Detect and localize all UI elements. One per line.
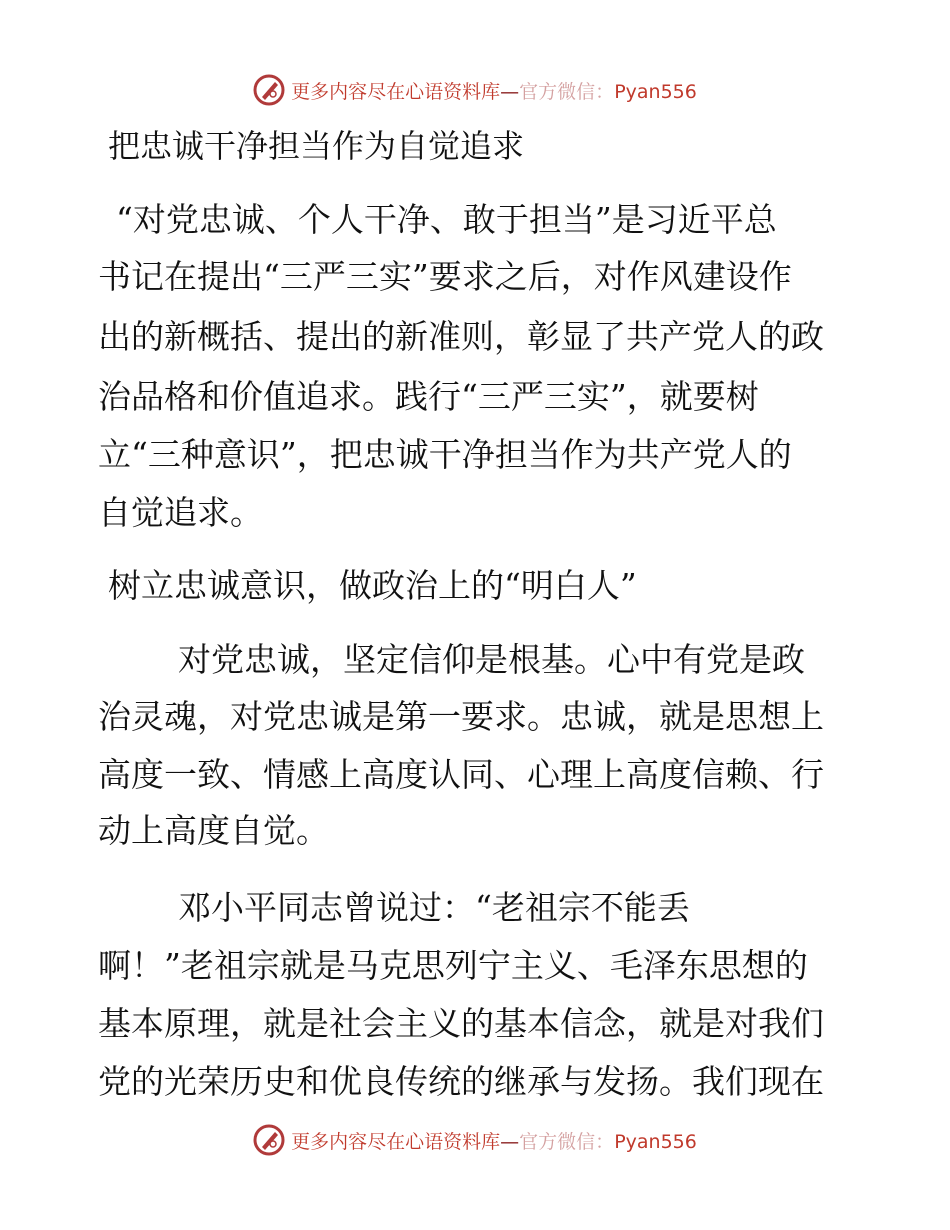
- banner-wechat-id: Pyan556: [614, 1130, 697, 1153]
- header-banner: [0, 70, 950, 110]
- paragraph-3-line-3: 基本原理，就是社会主义的基本信念，就是对我们: [98, 1004, 824, 1043]
- paragraph-3-line-4: 党的光荣历史和优良传统的继承与发扬。我们现在: [98, 1062, 824, 1101]
- banner-brand: 更多内容尽在心语资料库: [291, 80, 501, 103]
- banner-separator: —: [500, 80, 520, 103]
- paragraph-2-line-1: 对党忠诚，坚定信仰是根基。心中有党是政: [178, 640, 805, 679]
- banner-separator: —: [500, 1130, 520, 1153]
- paragraph-3-line-1: 邓小平同志曾说过：“老祖宗不能丢: [178, 888, 690, 927]
- footer-banner: [0, 1120, 950, 1160]
- banner-text: [291, 1127, 697, 1154]
- paragraph-1-line-4: 治品格和价值追求。践行“三严三实”，就要树: [98, 377, 759, 416]
- paragraph-1-line-2: 书记在提出“三严三实”要求之后，对作风建设作: [98, 257, 792, 296]
- paragraph-1-line-5: 立“三种意识”，把忠诚干净担当作为共产党人的: [98, 435, 792, 474]
- paragraph-2-line-3: 高度一致、情感上高度认同、心理上高度信赖、行: [98, 755, 824, 794]
- paragraph-1-line-3: 出的新概括、提出的新准则，彰显了共产党人的政: [98, 317, 824, 356]
- paragraph-2-line-2: 治灵魂，对党忠诚是第一要求。忠诚，就是思想上: [98, 697, 824, 736]
- banner-label: 官方微信：: [519, 1130, 615, 1153]
- paragraph-2-line-4: 动上高度自觉。: [98, 811, 329, 850]
- banner-label: 官方微信：: [519, 80, 615, 103]
- pen-logo-icon: [253, 74, 285, 106]
- document-title: 把忠诚干净担当作为自觉追求: [108, 127, 525, 165]
- section-heading: 树立忠诚意识，做政治上的“明白人”: [108, 566, 637, 605]
- banner-brand: 更多内容尽在心语资料库: [291, 1130, 501, 1153]
- paragraph-1-line-6: 自觉追求。: [98, 493, 263, 532]
- banner-text: [291, 77, 697, 104]
- paragraph-1-line-1: “对党忠诚、个人干净、敢于担当”是习近平总: [116, 200, 777, 239]
- banner-wechat-id: Pyan556: [614, 80, 697, 103]
- paragraph-3-line-2: 啊！”老祖宗就是马克思列宁主义、毛泽东思想的: [98, 946, 808, 985]
- pen-logo-icon: [253, 1124, 285, 1156]
